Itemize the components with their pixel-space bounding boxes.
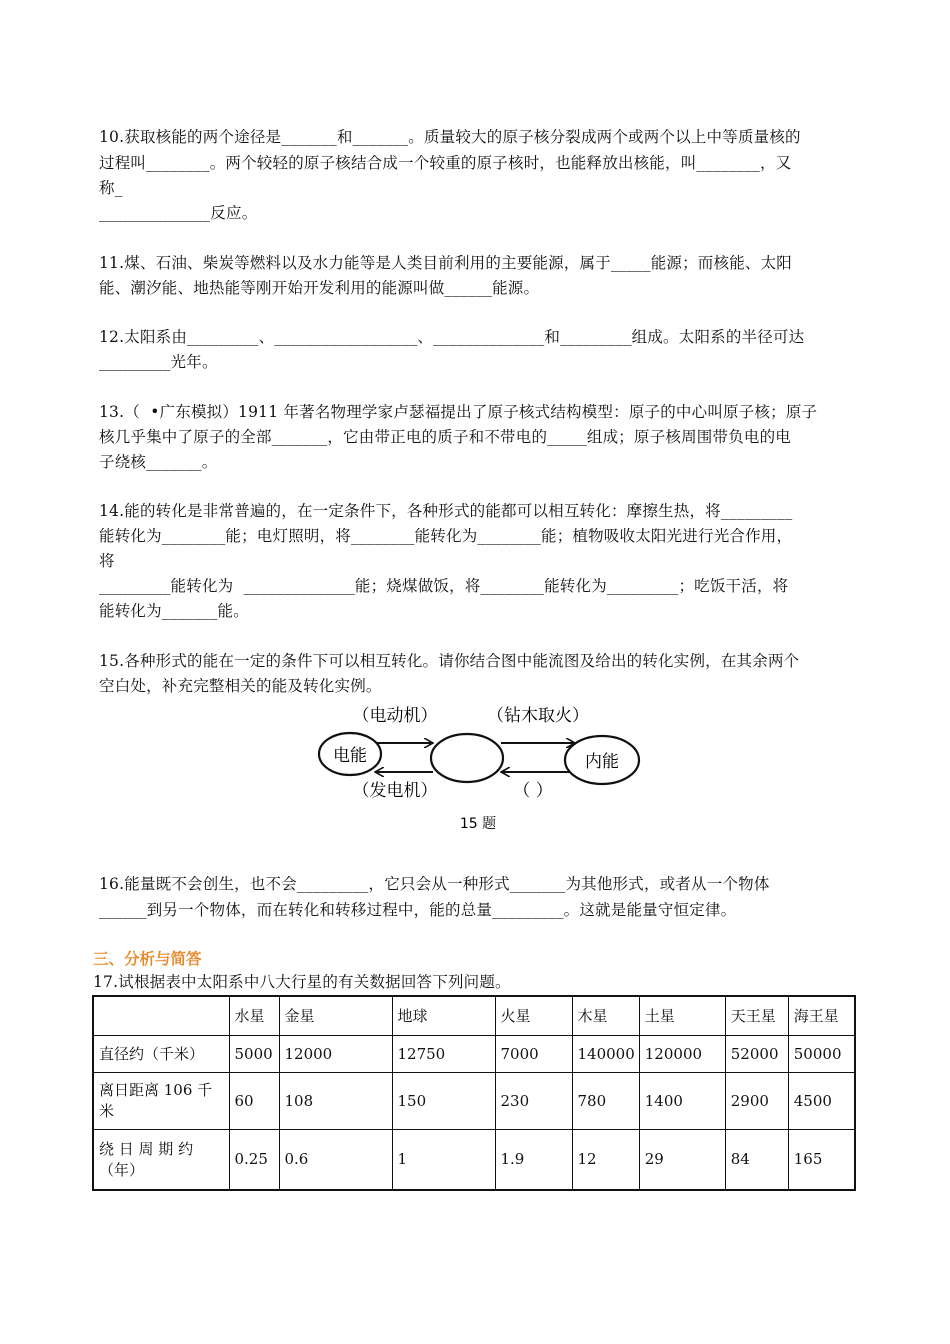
figure-caption: 15 题 — [459, 816, 497, 832]
table-cell — [93, 996, 229, 1036]
q11-line-2: 能、潮汐能、地热能等刚开始开发利用的能源叫做______能源。 — [99, 279, 540, 297]
q14-line-2: 能转化为________能；电灯照明，将________能转化为________能；植物吸收太阳光进行光合作用， — [99, 527, 793, 545]
q15-line-1: 15.各种形式的能在一定的条件下可以相互转化。请你结合图中能流图及给出的转化实例，在其余两个 — [99, 652, 800, 670]
table-row-label: 绕 日 周 期 约（年） — [93, 1130, 229, 1191]
node-middle-blank — [431, 734, 503, 782]
q16-line-1: 16.能量既不会创生，也不会_________，它只会从一种形式_______为其他形式，或者从一个物体 — [99, 875, 770, 893]
table-cell: 12750 — [392, 1036, 495, 1073]
table-cell: 1.9 — [495, 1130, 572, 1191]
table-cell: 1400 — [639, 1073, 725, 1130]
table-cell: 150 — [392, 1073, 495, 1130]
energy-flow-figure — [313, 698, 653, 838]
table-header-cell: 木星 — [572, 996, 639, 1036]
q12-line-2: _________光年。 — [99, 353, 218, 371]
table-cell: 108 — [279, 1073, 392, 1130]
table-cell: 4500 — [788, 1073, 855, 1130]
q14-line-4: _________能转化为 ______________能；烧煤做饭，将________能转化为_________；吃饭干活，将 — [99, 577, 789, 595]
table-cell: 7000 — [495, 1036, 572, 1073]
q10-line-3: 称_ — [99, 179, 123, 197]
table-header-cell: 海王星 — [788, 996, 855, 1036]
table-row-label: 离日距离 106 千米 — [93, 1073, 229, 1130]
table-cell: 12000 — [279, 1036, 392, 1073]
table-cell: 2900 — [725, 1073, 788, 1130]
table-cell: 84 — [725, 1130, 788, 1191]
table-header-row — [93, 996, 855, 1036]
table-cell: 140000 — [572, 1036, 639, 1073]
label-blank-example: （ ） — [513, 781, 553, 801]
table-row — [93, 1130, 855, 1191]
table-header-cell: 地球 — [392, 996, 495, 1036]
q10-line-1: 10.获取核能的两个途径是_______和_______。质量较大的原子核分裂成两个或两个以上中等质量核的 — [99, 128, 801, 146]
table-row-label: 直径约（千米） — [93, 1036, 229, 1073]
table-cell: 0.25 — [229, 1130, 279, 1191]
table-cell: 12 — [572, 1130, 639, 1191]
table-header-cell: 金星 — [279, 996, 392, 1036]
q10-line-2: 过程叫________。两个较轻的原子核结合成一个较重的原子核时，也能释放出核能，叫________，又 — [99, 154, 792, 172]
table-cell: 165 — [788, 1130, 855, 1191]
q14-line-3: 将 — [99, 552, 115, 570]
node-left-label: 电能 — [333, 746, 367, 766]
label-generator: （发电机） — [352, 781, 438, 801]
table-header-cell: 土星 — [639, 996, 725, 1036]
planet-data-table — [92, 995, 856, 1191]
table-cell: 5000 — [229, 1036, 279, 1073]
q11-line-1: 11.煤、石油、柴炭等燃料以及水力能等是人类目前利用的主要能源，属于_____能源；而核能、太阳 — [99, 254, 793, 272]
table-cell: 1 — [392, 1130, 495, 1191]
q14-line-1: 14.能的转化是非常普遍的，在一定条件下，各种形式的能都可以相互转化：摩擦生热，将_________ — [99, 502, 793, 520]
table-header-cell: 火星 — [495, 996, 572, 1036]
q12-line-1: 12.太阳系由_________、__________________、______________和_________组成。太阳系的半径可达 — [99, 328, 805, 346]
q15-line-2: 空白处，补充完整相关的能及转化实例。 — [99, 677, 382, 695]
table-cell: 120000 — [639, 1036, 725, 1073]
table-cell: 29 — [639, 1130, 725, 1191]
table-cell: 60 — [229, 1073, 279, 1130]
table-row — [93, 1036, 855, 1073]
table-cell: 780 — [572, 1073, 639, 1130]
q10-line-4: ______________反应。 — [99, 204, 258, 222]
table-cell: 230 — [495, 1073, 572, 1130]
q13-line-2: 核几乎集中了原子的全部_______，它由带正电的质子和不带电的_____组成；原子核周围带负电的电 — [99, 428, 792, 446]
q13-line-1: 13.（ •广东模拟）1911 年著名物理学家卢瑟福提出了原子核式结构模型：原子的中心叫原子核；原子 — [99, 403, 818, 421]
section-heading: 三、分析与简答 — [93, 950, 202, 968]
label-drill-wood: （钻木取火） — [487, 706, 589, 726]
q14-line-5: 能转化为_______能。 — [99, 602, 249, 620]
q13-line-3: 子绕核_______。 — [99, 453, 218, 471]
energy-flow-diagram — [313, 698, 653, 838]
table-cell: 50000 — [788, 1036, 855, 1073]
node-right-label: 内能 — [585, 752, 619, 772]
q17-line-1: 17.试根据表中太阳系中八大行星的有关数据回答下列问题。 — [93, 973, 511, 991]
table-header-cell: 天王星 — [725, 996, 788, 1036]
table-row — [93, 1073, 855, 1130]
q16-line-2: ______到另一个物体，而在转化和转移过程中，能的总量_________。这就是能量守恒定律。 — [99, 901, 737, 919]
table-cell: 52000 — [725, 1036, 788, 1073]
label-motor: （电动机） — [352, 706, 438, 726]
table-header-cell: 水星 — [229, 996, 279, 1036]
table-cell: 0.6 — [279, 1130, 392, 1191]
